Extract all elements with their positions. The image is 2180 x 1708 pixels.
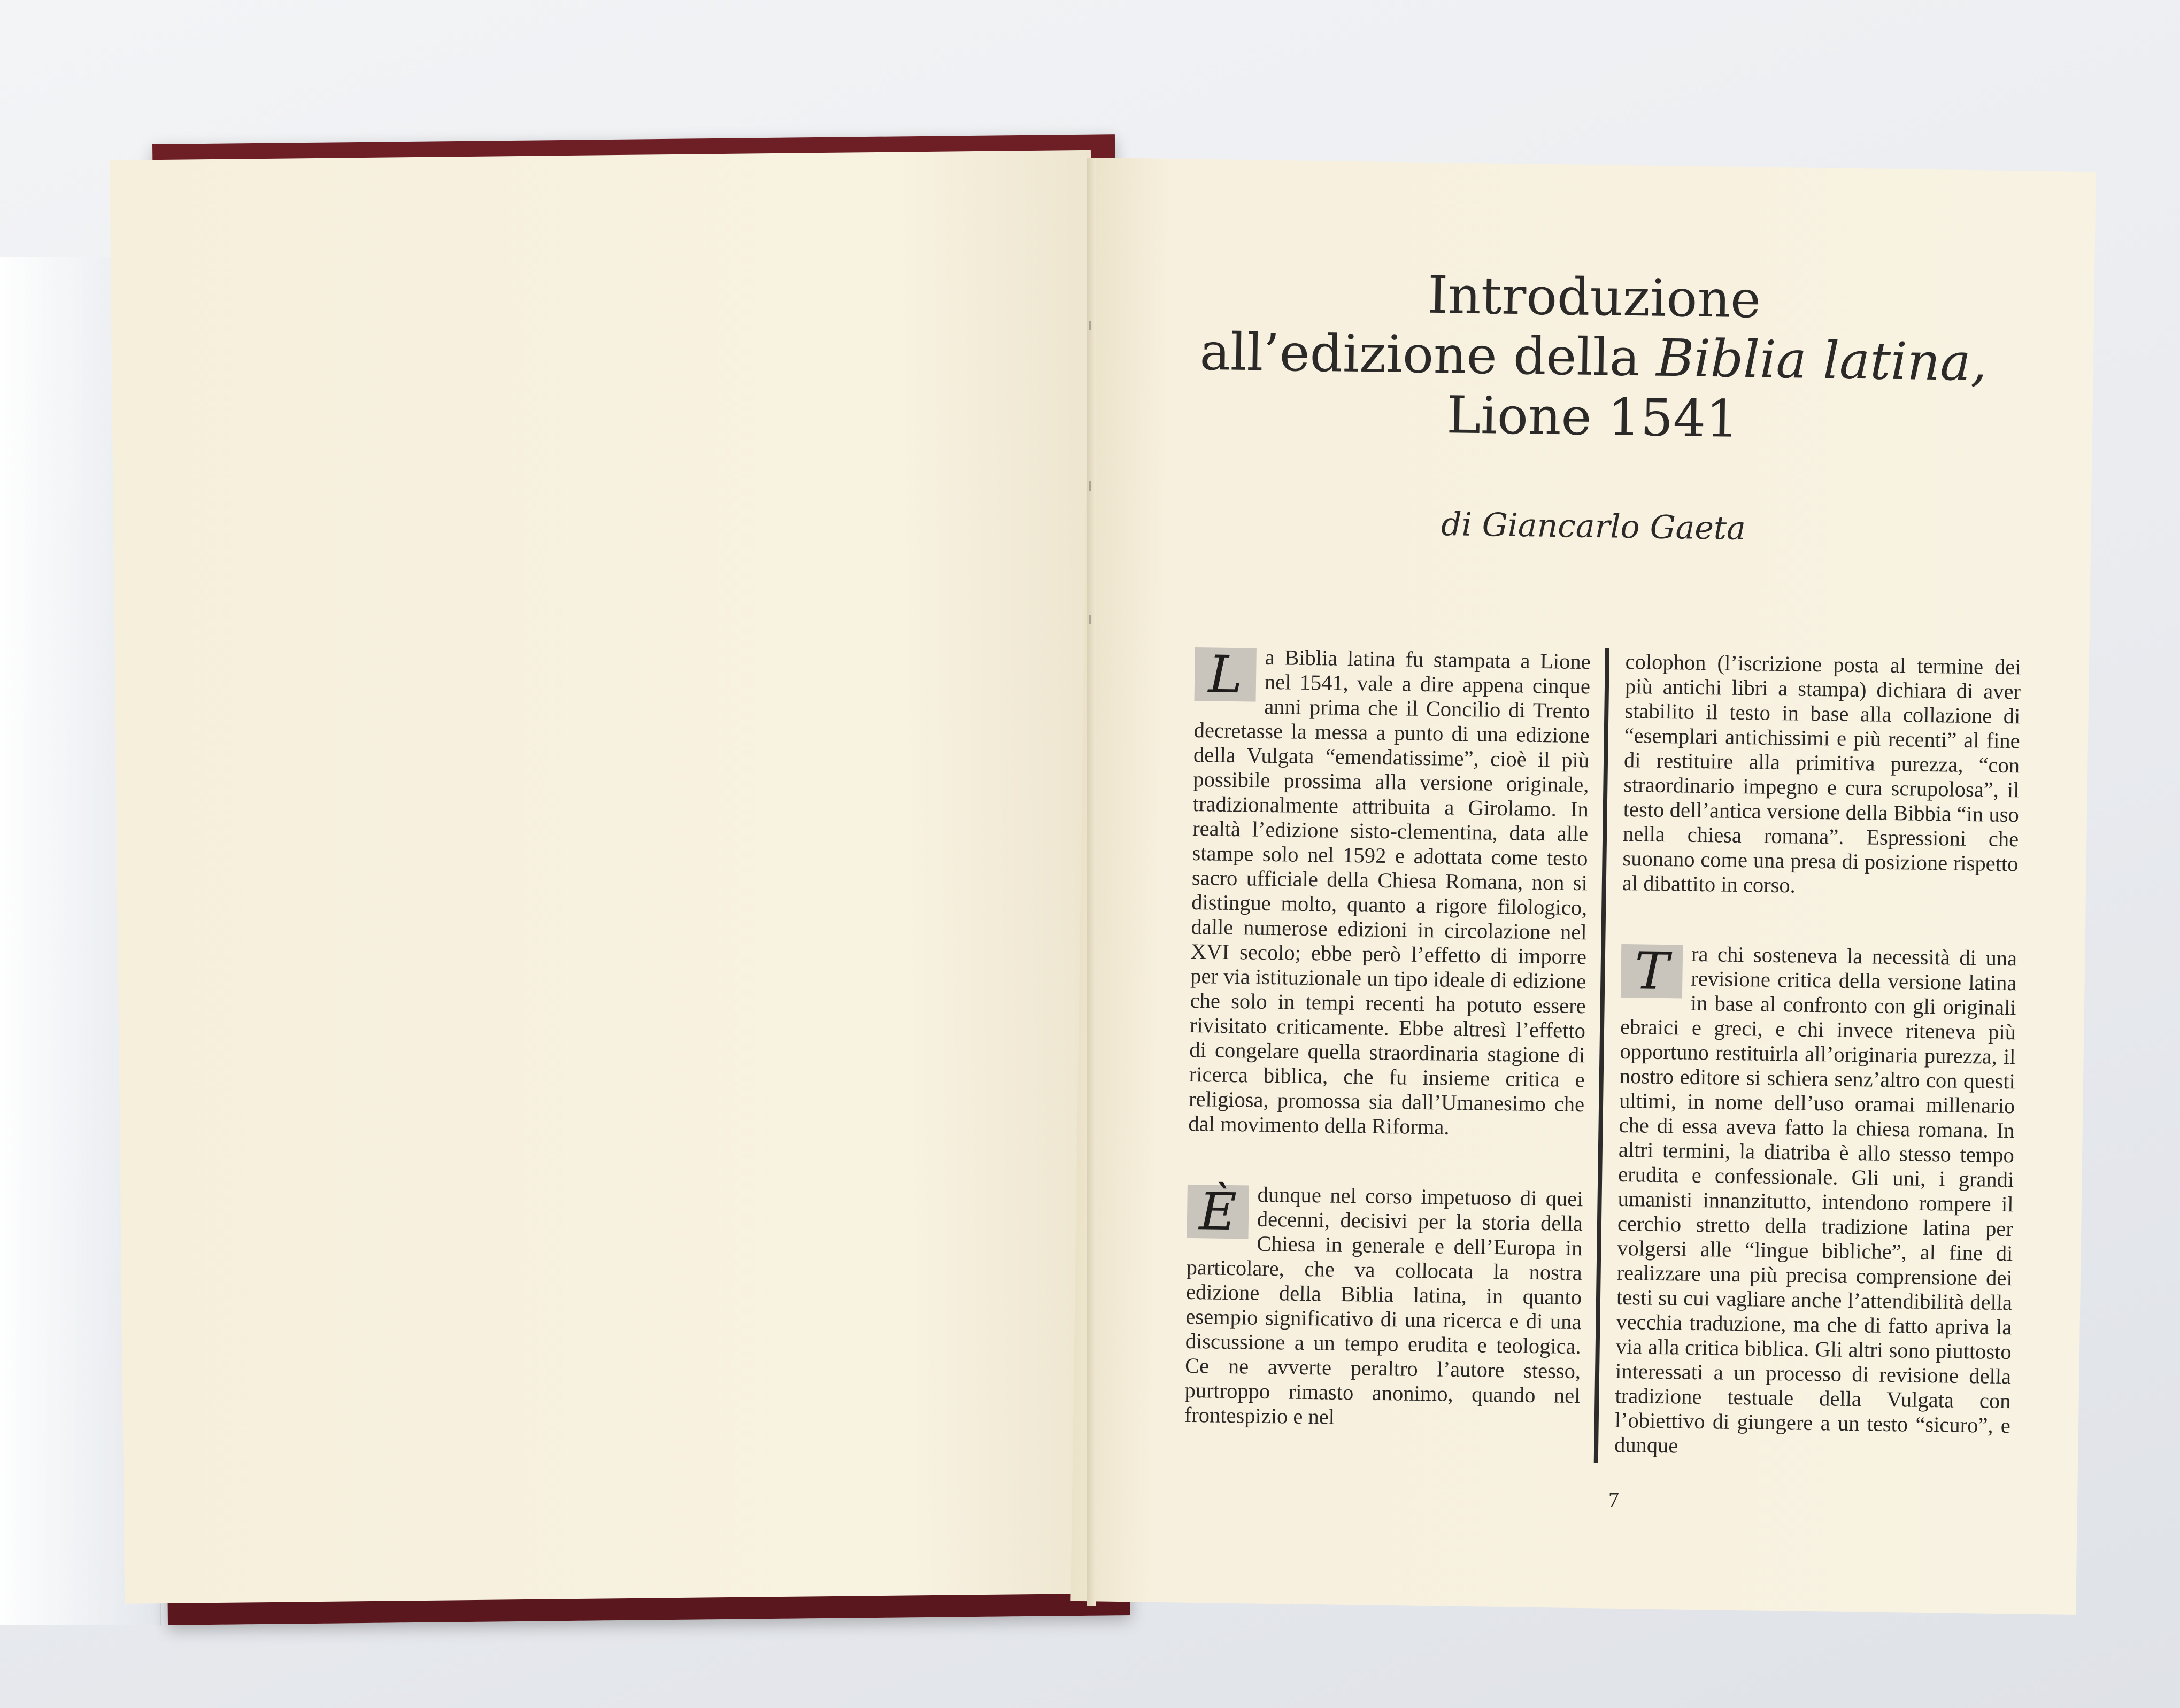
text-column-left — [1184, 644, 1591, 1433]
page-number: 7 — [1608, 1488, 1619, 1512]
paragraph-text: colophon (l’iscrizione posta al termine dei più antichi libri a stampa) dichiara di aver stabilito il testo in base alla collazione di “esemplari antichissimi e più recenti” al fine di restituire alla primitiva purezza, “con straordinario impegno e cura scrupolosa”, il testo dell’antica versione della Bibbia “in uso nella chiesa romana”. Espressioni che suonano come una presa di posizione rispetto al dibattito in corso. — [1622, 650, 2021, 898]
paragraph — [1614, 941, 2017, 1463]
title-italic: Biblia latina, — [1655, 328, 1988, 393]
binding-stitch — [1089, 481, 1091, 491]
drop-cap: T — [1621, 944, 1683, 999]
book-gutter — [1087, 158, 1096, 1606]
paragraph-text: dunque nel corso impetuoso di quei decenni, decisivi per la storia della Chiesa in generale e dell’Europa in particolare, che va collocata la nostra edizione della Biblia latina, in quanto esempio significativo di una ricerca e di una discussione a un tempo erudita e teologica. Ce ne avverte peraltro l’autore stesso, purtroppo rimasto anonimo, quando nel frontespizio e nel — [1184, 1182, 1583, 1429]
drop-cap: L — [1195, 647, 1257, 702]
paragraph — [1188, 644, 1591, 1141]
paragraph — [1184, 1181, 1583, 1433]
text-column-right — [1614, 650, 2021, 1463]
title-line-2: all’edizione della Biblia latina, — [1199, 321, 1988, 393]
binding-stitch — [1089, 321, 1091, 330]
page-title — [1197, 262, 1991, 453]
title-line-1: Introduzione — [1427, 265, 1761, 330]
paragraph-text: a Biblia latina fu stampata a Lione nel 1541, vale a dire appena cinque anni prima che il Concilio di Trento decretasse la messa a punto di una edizione della Vulgata “emendatissime”, cioè il più possibile prossima alla versione originale, tradizionalmente attribuita a Girolamo. In realtà l’edizione sisto-clementina, data alle stampe solo nel 1592 e adottata come testo sacro ufficiale della Chiesa Romana, non si distingue molto, quanto a rigore filologico, dalle numerose edizioni in circolazione nel XVI secolo; ebbe però l’effetto di imporre per via istituzionale un tipo ideale di edizione che solo in tempi recenti ha potuto essere rivisitato criticamente. Ebbe altresì l’effetto di congelare quella straordinaria stagione di ricerca biblica, che fu insieme critica e religiosa, promossa sia dall’Umanesimo che dal movimento della Riforma. — [1188, 645, 1591, 1139]
drop-cap: È — [1187, 1185, 1249, 1239]
binding-stitch — [1089, 615, 1091, 624]
author-byline: di Giancarlo Gaeta — [1441, 506, 1746, 547]
blank-left-page — [110, 150, 1106, 1604]
title-line-3: Lione 1541 — [1446, 385, 1739, 449]
paragraph-text: ra chi sosteneva la necessità di una revisione critica della versione latina in base al confronto con gli originali ebraici e greci, e chi invece riteneva più opportuno restituirla all’originaria purezza, il nostro editore si schiera senz’altro con questi ultimi, in nome dell’uso oramai millenario che di essa aveva fatto la chiesa romana. In altri termini, la diatriba è allo stesso tempo erudita e confessionale. Gli uni, i grandi umanisti innanzitutto, intendono rompere il cerchio stretto della tradizione latina per volgersi alle “lingue bibliche”, al fine di realizzare una più precisa comprensione dei testi su cui vagliare anche l’attendibilità della vecchia traduzione, ma che di fatto apriva la via alla critica biblica. Gli altri sono piuttosto interessati a un processo di revisione della tradizione testuale della Vulgata con l’obiettivo di giungere a un testo “sicuro”, e dunque — [1614, 941, 2017, 1458]
